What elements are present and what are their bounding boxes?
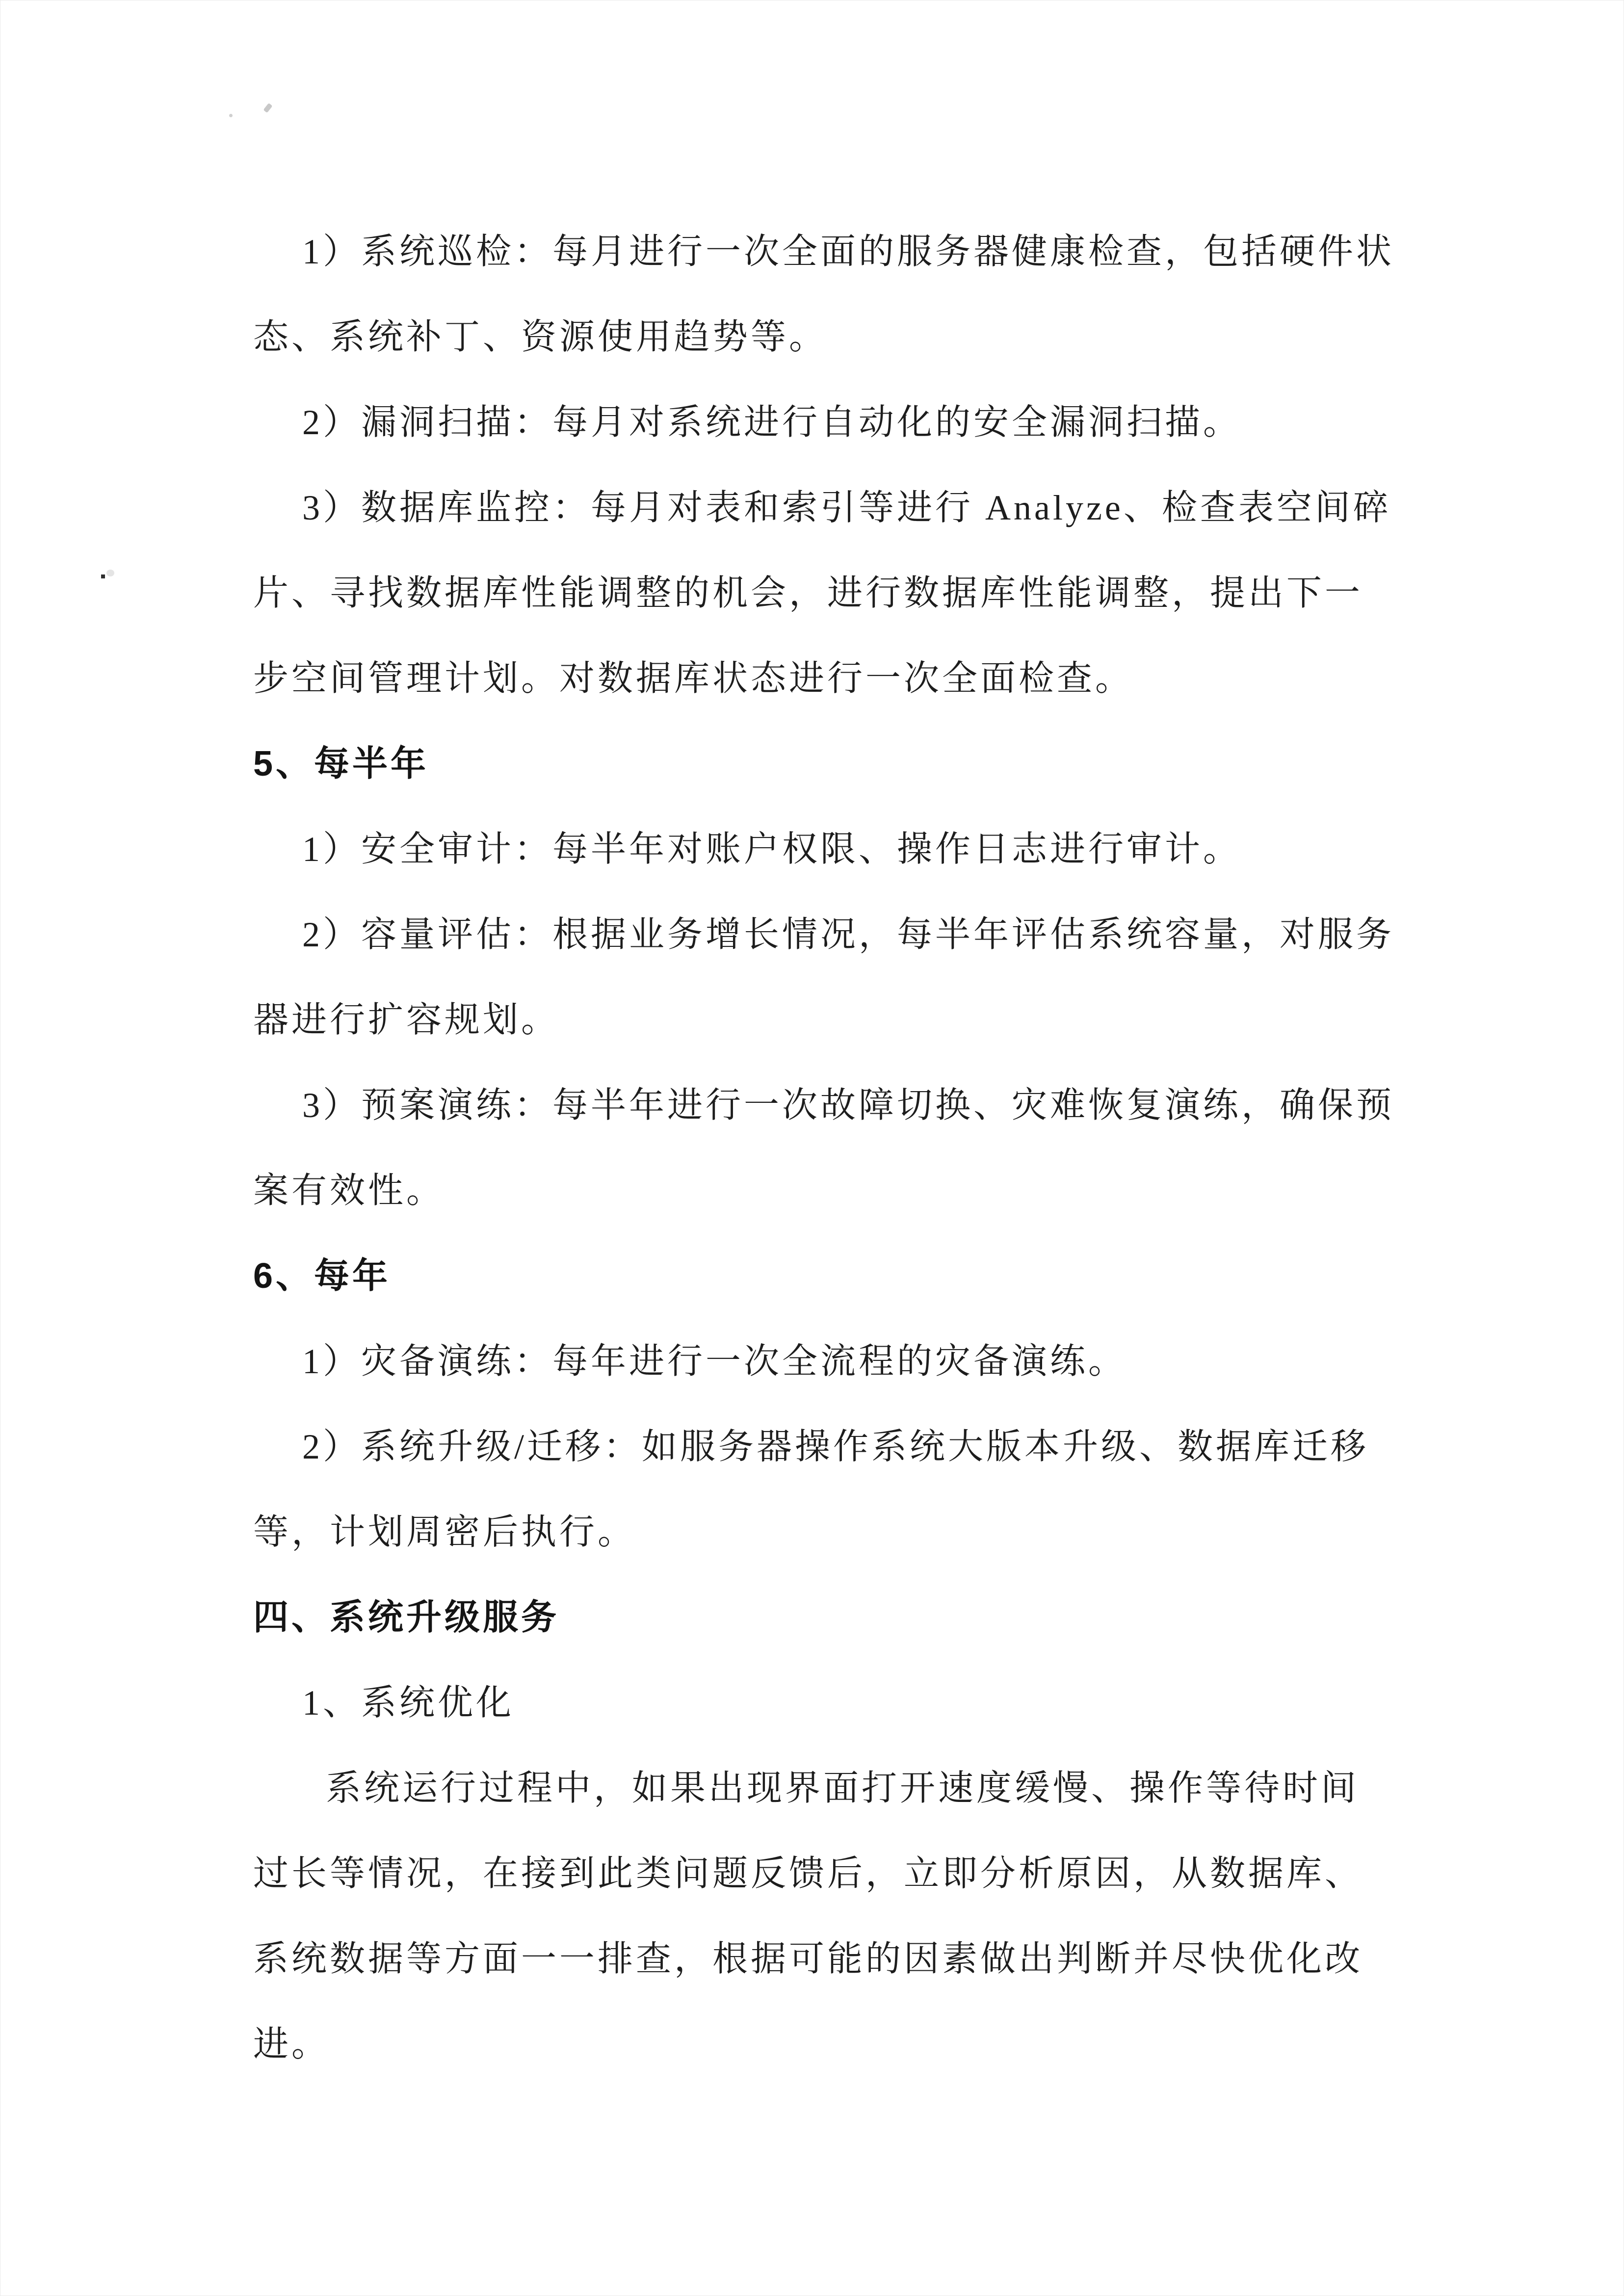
numbered-item-line: 2）系统升级/迁移：如服务器操作系统大版本升级、数据库迁移 — [302, 1427, 1369, 1466]
document-text — [253, 209, 1395, 2087]
numbered-item-line: 1）安全审计：每半年对账户权限、操作日志进行审计。 — [302, 830, 1242, 869]
numbered-item-line: 1）系统巡检：每月进行一次全面的服务器健康检查，包括硬件状 — [302, 232, 1395, 271]
numbered-item-line: 2）容量评估：根据业务增长情况，每半年评估系统容量，对服务 — [302, 915, 1395, 954]
text-line: 系统数据等方面一一排查，根据可能的因素做出判断并尽快优化改 — [253, 1939, 1363, 1979]
text-line: 器进行扩容规划。 — [253, 1000, 560, 1040]
text-line: 步空间管理计划。对数据库状态进行一次全面检查。 — [253, 659, 1134, 698]
text-line: 进。 — [253, 2025, 330, 2064]
scan-speck — [263, 103, 273, 113]
scan-speck — [229, 114, 233, 117]
text-line: 系统运行过程中，如果出现界面打开速度缓慢、操作等待时间 — [326, 1769, 1360, 1808]
numbered-item-line: 2）漏洞扫描：每月对系统进行自动化的安全漏洞扫描。 — [302, 403, 1242, 442]
text-line: 过长等情况，在接到此类问题反馈后，立即分析原因，从数据库、 — [253, 1854, 1363, 1893]
text-line: 态、系统补丁、资源使用趋势等。 — [253, 317, 828, 357]
numbered-item-line: 1）灾备演练：每年进行一次全流程的灾备演练。 — [302, 1342, 1127, 1381]
numbered-item-line: 3）数据库监控：每月对表和索引等进行 Analyze、检查表空间碎 — [302, 488, 1391, 527]
scan-speck — [101, 574, 105, 578]
text-line: 案有效性。 — [253, 1171, 445, 1210]
scan-speck — [106, 570, 114, 576]
text-line: 等，计划周密后执行。 — [253, 1513, 636, 1552]
text-line: 片、寻找数据库性能调整的机会，进行数据库性能调整，提出下一 — [253, 574, 1363, 613]
section-heading: 四、系统升级服务 — [253, 1598, 560, 1637]
section-heading: 6、每年 — [253, 1256, 391, 1296]
section-heading: 5、每半年 — [253, 744, 429, 783]
sub-heading: 1、系统优化 — [302, 1683, 515, 1722]
numbered-item-line: 3）预案演练：每半年进行一次故障切换、灾难恢复演练，确保预 — [302, 1086, 1395, 1125]
